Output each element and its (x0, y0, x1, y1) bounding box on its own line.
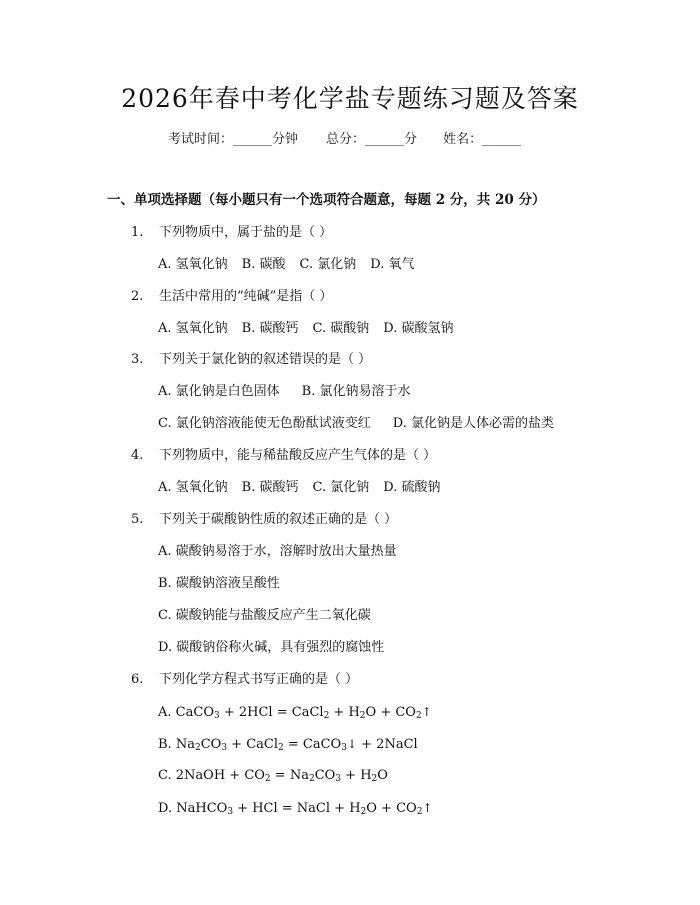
option-a: A. 氢氧化钠 (158, 321, 228, 336)
option-letter: A. (158, 705, 172, 720)
option-d: D. 碳酸氢钠 (383, 321, 454, 336)
time-label: 考试时间： (168, 132, 234, 147)
question-text: 下列物质中，属于盐的是（ ） (159, 225, 333, 240)
question-number: 6. (131, 672, 144, 687)
question-number: 3. (131, 352, 144, 367)
question-number: 4. (131, 448, 144, 463)
option-b: B. 碳酸钙 (241, 480, 299, 495)
option-letter: D. (158, 801, 173, 816)
question-5-option-b: B. 碳酸钠溶液呈酸性 (158, 576, 280, 591)
name-blank: ______ (482, 132, 522, 147)
equation-a: CaCO$_3$ + 2HCl = CaCl$_2$ + $H_2O$ + $CO_2↑$ (175, 705, 432, 721)
time-unit: 分钟 (272, 132, 299, 147)
score-blank: ______ (365, 132, 405, 147)
option-a: A. 氢氧化钠 (158, 480, 228, 495)
question-5-option-c: C. 碳酸钠能与盐酸反应产生二氧化碳 (158, 608, 371, 623)
equation-b: $Na_2CO_3$ + CaCl$_2$ = CaCO$_3$↓ + 2NaCl (175, 737, 418, 753)
option-a: A. 氢氧化钠 (158, 257, 228, 272)
score-label: 总分： (326, 132, 366, 147)
question-2 (131, 287, 332, 307)
option-a: A. 氯化钠是白色固体 (158, 384, 280, 399)
question-5-option-d: D. 碳酸钠俗称火碱，具有强烈的腐蚀性 (158, 640, 385, 655)
question-number: 5. (131, 512, 144, 527)
question-5-option-a: A. 碳酸钠易溶于水，溶解时放出大量热量 (158, 544, 397, 559)
question-text: 下列关于碳酸钠性质的叙述正确的是（ ） (159, 512, 398, 527)
question-1 (131, 223, 332, 243)
option-b: B. 碳酸钙 (241, 321, 299, 336)
exam-info (168, 130, 521, 150)
question-6-option-c (158, 766, 388, 786)
question-6 (131, 670, 358, 690)
question-3 (131, 350, 371, 370)
option-d: D. 氧气 (370, 257, 415, 272)
option-letter: C. (158, 768, 172, 783)
question-text: 下列化学方程式书写正确的是（ ） (159, 672, 359, 687)
question-4 (131, 446, 436, 466)
question-5 (131, 510, 397, 530)
question-3-options-row2 (158, 414, 554, 434)
equation-d: NaHCO$_3$ + HCl = NaCl + $H_2O$ + $CO_2↑$ (176, 801, 433, 817)
option-c: C. 氯化钠 (299, 257, 357, 272)
question-text: 下列关于氯化钠的叙述错误的是（ ） (159, 352, 372, 367)
score-unit: 分 (404, 132, 418, 147)
question-3-options-row1 (158, 382, 410, 402)
question-text: 下列物质中，能与稀盐酸反应产生气体的是（ ） (159, 448, 437, 463)
option-c: C. 氯化钠 (312, 480, 370, 495)
question-4-options (158, 478, 440, 498)
equation-c: 2NaOH + $CO_2 = Na_2CO_3 + H_2O$ (175, 768, 388, 784)
option-c: C. 碳酸钠 (312, 321, 370, 336)
time-blank: ______ (233, 132, 273, 147)
option-c: C. 氯化钠溶液能使无色酚酞试液变红 (158, 416, 371, 431)
question-1-options (158, 255, 414, 275)
question-number: 1. (131, 225, 144, 240)
question-number: 2. (131, 289, 144, 304)
option-letter: B. (158, 737, 172, 752)
option-d: D. 硫酸钠 (383, 480, 441, 495)
section-heading: 一、单项选择题（每小题只有一个选项符合题意，每题 2 分，共 20 分） (107, 192, 546, 208)
option-d: D. 氯化钠是人体必需的盐类 (392, 416, 554, 431)
question-6-option-d (158, 798, 432, 819)
page-title: 2026年春中考化学盐专题练习题及答案 (121, 84, 579, 113)
option-b: B. 碳酸 (241, 257, 286, 272)
question-6-option-a (158, 702, 432, 723)
name-label: 姓名： (443, 132, 483, 147)
question-2-options (158, 319, 453, 339)
option-b: B. 氯化钠易溶于水 (301, 384, 411, 399)
question-text: 生活中常用的“纯碱”是指（ ） (159, 289, 333, 304)
question-6-option-b (158, 734, 418, 755)
